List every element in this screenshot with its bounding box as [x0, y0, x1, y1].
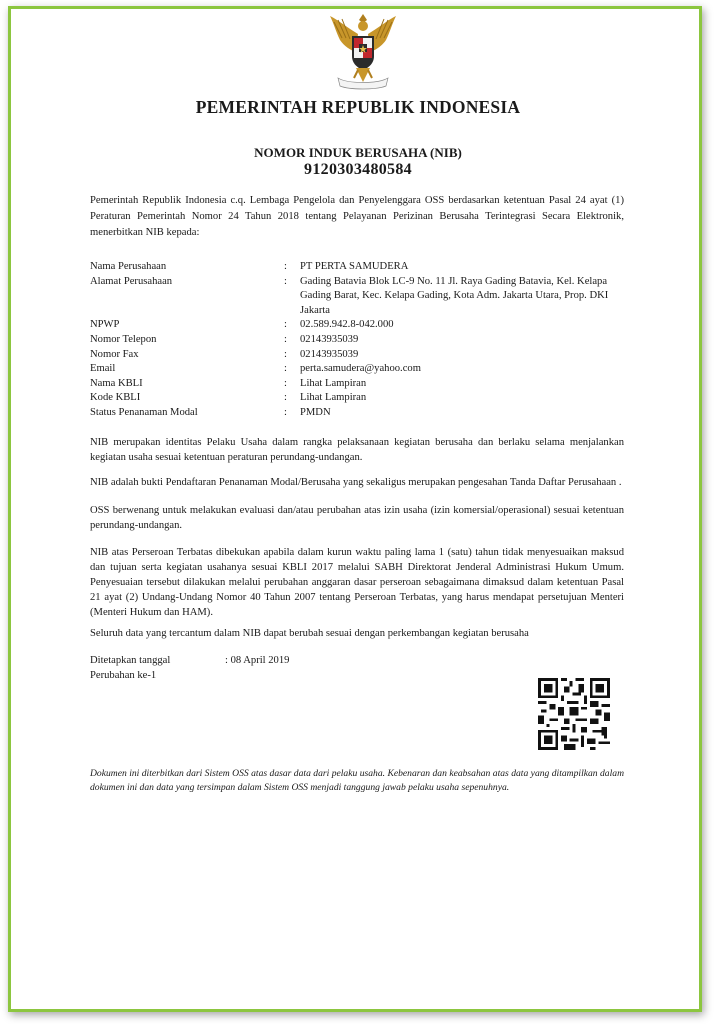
field-label: Status Penanaman Modal: [90, 406, 198, 418]
paragraph-nib-freeze: NIB atas Perseroan Terbatas dibekukan apabila dalam kurun waktu paling lama 1 (satu) tahun tidak menyesuaikan maksud dan tujuan serta kegiatan usahanya sesuai KBLI 2017 melalui SABH Direktorat Jenderal Administrasi Hukum Umum. Penyesuaian tersebut dilakukan melalui perubahan anggaran dasar perseroan sebagaimana dimaksud dalam ketentuan Pasal 21 ayat (2) Undang-Undang Nomor 40 Tahun 2007 tentang Perseroan Terbatas, yang harus mendapat persetujuan Menteri (Menteri Hukum dan HAM).: [90, 547, 624, 618]
field-label: NPWP: [90, 319, 120, 331]
nib-number: 9120303480584: [304, 161, 412, 178]
field-row-company-name: [90, 260, 630, 275]
field-row-email: [90, 362, 630, 377]
field-row-investment-status: [90, 406, 630, 421]
field-value: perta.samudera@yahoo.com: [300, 363, 421, 375]
garuda-emblem-icon: [328, 12, 398, 90]
change-label: Perubahan ke-1: [90, 670, 157, 681]
field-row-fax: [90, 348, 630, 363]
field-label: Nomor Fax: [90, 348, 139, 360]
issue-date-label: Ditetapkan tanggal: [90, 655, 171, 666]
field-value: 02143935039: [300, 348, 359, 360]
issue-date-row: [90, 653, 289, 668]
field-colon: :: [284, 377, 287, 389]
field-row-npwp: [90, 318, 630, 333]
field-colon: :: [284, 363, 287, 375]
field-colon: :: [284, 261, 287, 272]
field-row-company-address: [90, 275, 630, 319]
field-value: PMDN: [300, 406, 331, 418]
qr-code-icon: [538, 678, 610, 750]
field-value: PT PERTA SAMUDERA: [300, 261, 409, 272]
field-row-kbli-name: [90, 377, 630, 392]
change-row: [90, 668, 289, 683]
field-colon: :: [284, 392, 287, 404]
footer-disclaimer: Dokumen ini diterbitkan dari Sistem OSS atas dasar data dari pelaku usaha. Kebenaran dan keabsahan atas data yang ditampilkan dalam dokumen ini dan data yang tersimpan dalam Sistem OSS menjadi tanggung jawab pelaku usaha sepenuhnya.: [90, 768, 624, 793]
document-subtitle: NOMOR INDUK BERUSAHA (NIB): [254, 145, 462, 160]
field-label: Nama Perusahaan: [90, 261, 167, 272]
company-details: [90, 260, 630, 421]
field-row-kbli-code: [90, 391, 630, 406]
field-label: Nomor Telepon: [90, 333, 157, 345]
issue-dates: [90, 653, 289, 683]
field-colon: :: [284, 406, 287, 418]
paragraph-nib-identity: NIB merupakan identitas Pelaku Usaha dalam rangka pelaksanaan kegiatan berusaha dan berlaku selama menjalankan kegiatan usaha sesuai ketentuan peraturan perundang-undangan.: [90, 437, 624, 463]
field-value: Gading Batavia Blok LC-9 No. 11 Jl. Raya Gading Batavia, Kel. Kelapa Gading Barat, Kec. Kelapa Gading, Kota Adm. Jakarta Utara, Prop. DKI Jakarta: [300, 275, 609, 316]
field-colon: :: [284, 348, 287, 360]
field-value: 02143935039: [300, 333, 359, 345]
field-label: Nama KBLI: [90, 377, 143, 389]
field-label: Email: [90, 363, 116, 375]
field-label: Kode KBLI: [90, 392, 141, 404]
field-value: 02.589.942.8-042.000: [300, 319, 394, 331]
intro-paragraph: Pemerintah Republik Indonesia c.q. Lembaga Pengelola dan Penyelenggara OSS berdasarkan ketentuan Pasal 24 ayat (1) Peraturan Pemerintah Nomor 24 Tahun 2018 tentang Pelayanan Perizinan Berusaha Terintegrasi Secara Elektronik, menerbitkan NIB kepada:: [90, 195, 624, 238]
field-value: Lihat Lampiran: [300, 392, 367, 404]
paragraph-data-change: Seluruh data yang tercantum dalam NIB dapat berubah sesuai dengan perkembangan kegiatan berusaha: [90, 628, 529, 639]
page-title: PEMERINTAH REPUBLIK INDONESIA: [195, 97, 521, 117]
field-colon: :: [284, 333, 287, 345]
paragraph-nib-registration: NIB adalah bukti Pendaftaran Penanaman Modal/Berusaha yang sekaligus merupakan pengesahan Tanda Daftar Perusahaan .: [90, 477, 622, 488]
field-label: Alamat Perusahaan: [90, 275, 173, 287]
paragraph-oss-authority: OSS berwenang untuk melakukan evaluasi dan/atau perubahan atas izin usaha (izin komersial/operasional) sesuai ketentuan perundang-undangan.: [90, 505, 624, 531]
field-value: Lihat Lampiran: [300, 377, 367, 389]
field-colon: :: [284, 275, 287, 287]
field-colon: :: [284, 319, 287, 331]
field-row-phone: [90, 333, 630, 348]
issue-date-value: : 08 April 2019: [225, 655, 290, 666]
